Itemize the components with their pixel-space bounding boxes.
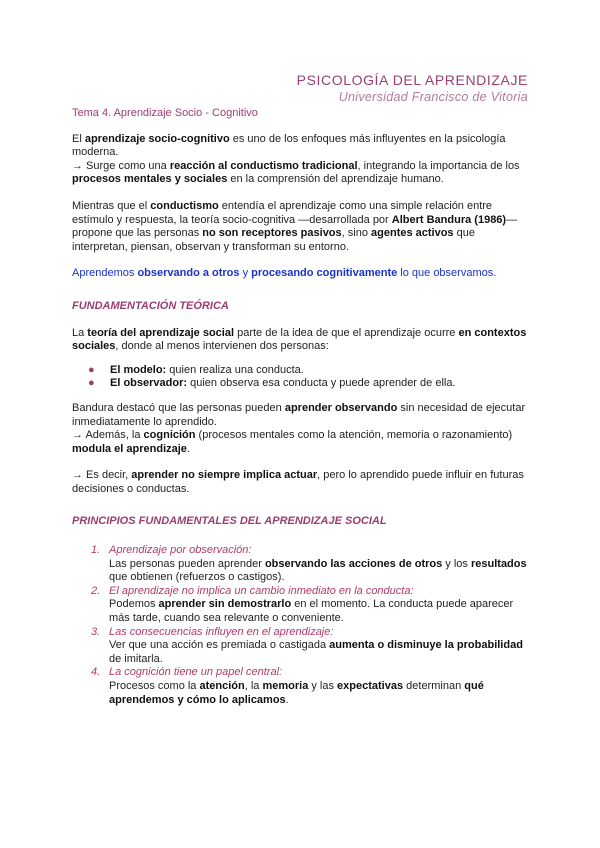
principle-heading: Aprendizaje por observación: bbox=[109, 544, 252, 557]
section-heading-principios: PRINCIPIOS FUNDAMENTALES DEL APRENDIZAJE SOCIAL bbox=[72, 515, 387, 528]
bold-run: teoría del aprendizaje social bbox=[87, 326, 235, 339]
text-run: determinan bbox=[403, 680, 465, 692]
principles-list bbox=[72, 544, 527, 707]
bold-run: expectativas bbox=[337, 680, 404, 692]
bold-run: agentes activos bbox=[371, 227, 454, 240]
bold-run: observando las acciones de otros bbox=[264, 557, 443, 570]
section-heading-fundamentacion: FUNDAMENTACIÓN TEÓRICA bbox=[72, 299, 229, 312]
bold-run: aprender no siempre implica actuar bbox=[131, 469, 318, 482]
bold-run: procesando cognitivamente bbox=[251, 267, 398, 280]
bold-run: conductismo bbox=[150, 199, 219, 212]
list-item bbox=[88, 363, 527, 378]
text-run: quien observa esa conducta y puede aprender de ella. bbox=[187, 377, 456, 390]
bold-run: qué aprendemos y cómo lo aplicamos bbox=[109, 680, 484, 706]
text-run: en la comprensión del aprendizaje humano. bbox=[227, 173, 444, 186]
section1-paragraph-2 bbox=[72, 402, 527, 456]
text-run: Mientras que el bbox=[72, 199, 151, 212]
bold-run: procesos mentales y sociales bbox=[72, 173, 228, 186]
item-number: 1. bbox=[91, 544, 101, 557]
text-run: lo que observamos. bbox=[397, 267, 497, 280]
text-run: , pero lo aprendido puede influir en futuras decisiones o conductas. bbox=[72, 469, 524, 495]
bold-run: resultados bbox=[470, 557, 527, 570]
text-run: Bandura destacó que las personas pueden bbox=[72, 401, 285, 414]
item-number: 2. bbox=[91, 584, 101, 597]
text-run: . bbox=[186, 442, 190, 455]
document-header bbox=[297, 72, 528, 105]
text-run: , integrando la importancia de los bbox=[357, 159, 520, 172]
bold-run: atención bbox=[199, 680, 245, 692]
principle-heading: Las consecuencias influyen en el aprendizaje: bbox=[109, 625, 334, 638]
document-body bbox=[72, 107, 527, 707]
intro-highlight bbox=[72, 267, 527, 281]
intro-paragraph-2 bbox=[72, 200, 527, 254]
intro-paragraph-1 bbox=[72, 133, 527, 187]
text-run: — propone que las personas bbox=[72, 213, 518, 240]
bold-run: aumenta o disminuye la probabilidad bbox=[329, 639, 523, 652]
text-run: , sino bbox=[341, 227, 372, 240]
bold-run: reacción al conductismo tradicional bbox=[169, 159, 358, 172]
list-item bbox=[91, 625, 527, 667]
text-run: (procesos mentales como la atención, memoria o razonamiento) bbox=[195, 429, 513, 442]
text-run: en el momento. La conducta puede aparecer más tarde, cuando sea relevante o conveniente. bbox=[109, 598, 514, 625]
text-run: El bbox=[72, 132, 85, 145]
item-number: 3. bbox=[91, 625, 101, 638]
text-run: Podemos bbox=[109, 598, 159, 611]
bold-run: cognición bbox=[143, 429, 196, 442]
list-item bbox=[91, 584, 527, 626]
course-title: PSICOLOGÍA DEL APRENDIZAJE bbox=[296, 72, 528, 88]
text-run: sin necesidad de ejecutar inmediatamente lo aprendido. bbox=[72, 401, 526, 428]
bullet-icon: ● bbox=[88, 363, 95, 376]
bullet-icon: ● bbox=[88, 377, 95, 390]
bold-run: aprendizaje socio-cognitivo bbox=[84, 132, 230, 145]
bold-run: modula el aprendizaje bbox=[72, 442, 187, 455]
text-run: quien realiza una conducta. bbox=[166, 363, 304, 376]
principle-heading: El aprendizaje no implica un cambio inmediato en la conducta: bbox=[109, 584, 414, 597]
bold-run: El observador: bbox=[110, 377, 188, 390]
text-run: Procesos como la bbox=[109, 680, 200, 692]
text-run: parte de la idea de que el aprendizaje ocurre bbox=[234, 326, 459, 339]
text-run: La bbox=[72, 326, 88, 339]
text-run: es uno de los enfoques más influyentes en la psicología moderna. bbox=[72, 132, 506, 159]
text-run: entendía el aprendizaje como una simple relación entre estímulo y respuesta, la teoría socio-cognitiva —desarrollada por bbox=[72, 199, 493, 226]
text-run: y los bbox=[442, 557, 471, 570]
text-run: → Es decir, bbox=[72, 469, 132, 482]
list-item bbox=[91, 544, 527, 585]
text-run: → Además, la bbox=[72, 429, 144, 442]
text-run: de imitarla. bbox=[109, 652, 163, 665]
principle-heading: La cognición tiene un papel central: bbox=[109, 666, 283, 679]
bold-run: observando a otros bbox=[137, 267, 240, 280]
text-run: que interpretan, piensan, observan y transforman su entorno. bbox=[72, 227, 475, 253]
list-item bbox=[88, 377, 527, 391]
text-run: y las bbox=[308, 680, 338, 692]
bold-run: aprender observando bbox=[284, 401, 398, 414]
item-number: 4. bbox=[91, 666, 101, 679]
text-run: Ver que una acción es premiada o castigada bbox=[109, 639, 330, 652]
bold-run: El modelo: bbox=[110, 363, 167, 376]
text-run: Aprendemos bbox=[72, 267, 138, 280]
bold-run: en contextos sociales bbox=[72, 326, 527, 353]
text-run: Las personas pueden aprender bbox=[109, 557, 265, 570]
text-run: → Surge como una bbox=[72, 159, 170, 172]
university-name: Universidad Francisco de Vitoria bbox=[338, 90, 528, 104]
topic-title: Tema 4. Aprendizaje Socio - Cognitivo bbox=[72, 107, 258, 119]
text-run: y bbox=[239, 267, 252, 280]
text-run: que obtienen (refuerzos o castigos). bbox=[109, 571, 285, 584]
section1-paragraph-3 bbox=[72, 469, 527, 496]
bold-run: aprender sin demostrarlo bbox=[158, 598, 292, 611]
bold-run: Albert Bandura (1986) bbox=[391, 213, 507, 226]
text-run: , la bbox=[244, 680, 263, 692]
text-run: . bbox=[285, 693, 289, 706]
bold-run: no son receptores pasivos bbox=[202, 227, 342, 240]
bold-run: memoria bbox=[262, 680, 309, 692]
list-item bbox=[91, 666, 527, 707]
section1-paragraph-1 bbox=[72, 327, 527, 354]
participants-list bbox=[72, 364, 527, 391]
text-run: , donde al menos intervienen dos personas: bbox=[115, 340, 329, 353]
